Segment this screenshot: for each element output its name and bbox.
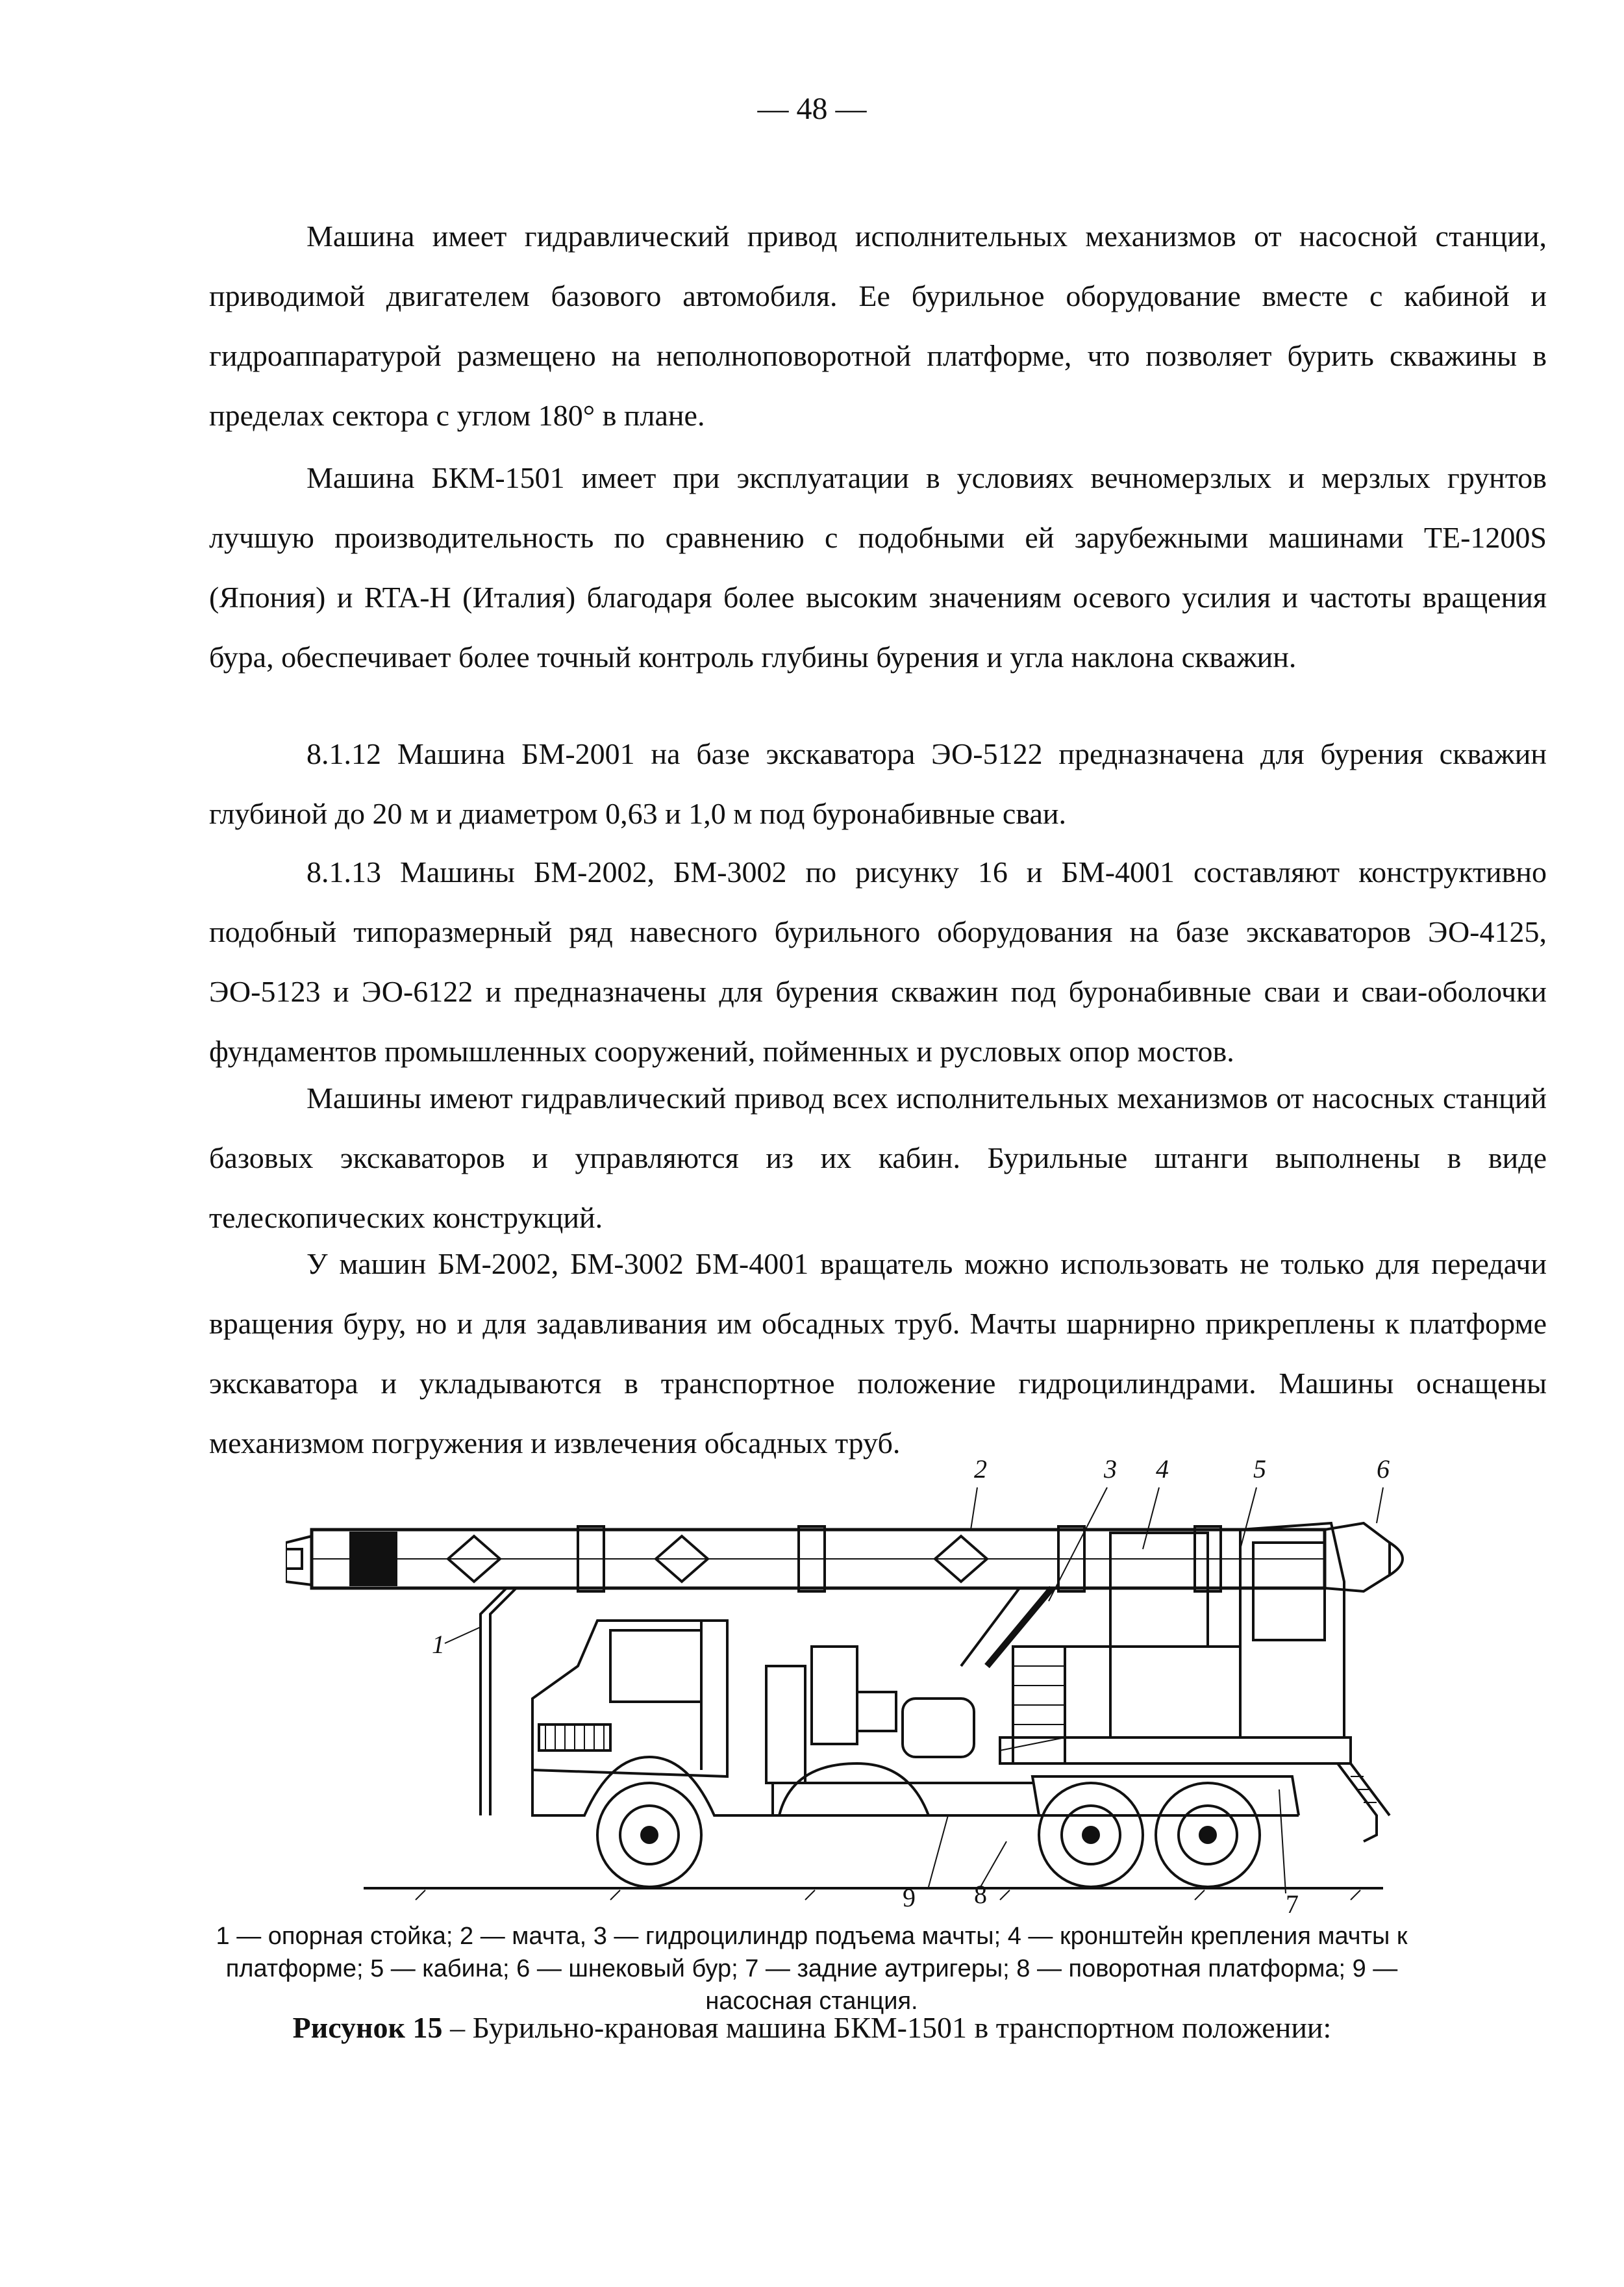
callout-1: 1	[432, 1630, 445, 1659]
mast-lift-cylinder	[961, 1588, 1052, 1666]
paragraph-8-1-12: 8.1.12 Машина БМ-2001 на базе экскаватора ЭО-5122 предназначена для бурения скважин глубиной до 20 м и диаметром 0,63 и 1,0 м под буронабивные сваи.	[209, 737, 1547, 830]
callout-8: 8	[974, 1880, 987, 1909]
operator-cabin	[1221, 1523, 1344, 1737]
caption-label: Рисунок 15	[292, 2011, 443, 2044]
callout-4: 4	[1156, 1454, 1169, 1484]
rear-outriggers	[1338, 1763, 1390, 1841]
caption-text: – Бурильно-крановая машина БКМ-1501 в транспортном положении:	[442, 2011, 1332, 2044]
rotating-platform	[1000, 1533, 1351, 1763]
ground-line	[364, 1888, 1383, 1900]
paragraph-hydraulic-all: Машины имеют гидравлический привод всех исполнительных механизмов от насосных станций базовых экскаваторов и управляются из их кабин. Бурильные штанги выполнены в виде телескопических конструкций.	[209, 1081, 1547, 1234]
leader-lines	[445, 1487, 1383, 1893]
mast	[286, 1523, 1403, 1591]
figure-caption	[0, 2010, 1624, 2045]
pump-station	[766, 1647, 1032, 1815]
wheels	[597, 1783, 1260, 1887]
paragraph-hydraulic-drive: Машина имеет гидравлический привод исполнительных механизмов от насосной станции, приводимой двигателем базового автомобиля. Ее бурильное оборудование вместе с кабиной и гидроаппаратурой размещено на неполноповоротной платформе, что позволяет бурить скважины в пределах сектора с углом 180° в плане.	[209, 220, 1547, 432]
callout-2: 2	[974, 1454, 987, 1484]
support-post	[481, 1588, 516, 1815]
paragraph-rotator: У машин БМ-2002, БМ-3002 БМ-4001 вращатель можно использовать не только для передачи вращения буру, но и для задавливания им обсадных труб. Мачты шарнирно прикреплены к платформе экскаватора и укладываются в транспортное положение гидроцилиндрами. Машины оснащены механизмом погружения и извлечения обсадных труб.	[209, 1247, 1547, 1459]
page-number: — 48 —	[757, 92, 867, 126]
callout-9: 9	[903, 1883, 916, 1912]
chassis	[714, 1763, 1299, 1815]
callout-6: 6	[1377, 1454, 1390, 1484]
callout-7: 7	[1286, 1889, 1299, 1919]
paragraph-8-1-13: 8.1.13 Машины БМ-2002, БМ-3002 по рисунку 16 и БМ-4001 составляют конструктивно подобный типоразмерный ряд навесного бурильного оборудования на базе экскаваторов ЭО-4125, ЭО-5123 и ЭО-6122 и предназначены для бурения скважин под буронабивные сваи и сваи-оболочки фундаментов промышленных сооружений, пойменных и русловых опор мостов.	[209, 855, 1547, 1068]
paragraph-bkm-1501: Машина БКМ-1501 имеет при эксплуатации в условиях вечномерзлых и мерзлых грунтов лучшую производительность по сравнению с подобными ей зарубежными машинами ТЕ-1200S (Япония) и RTA-H (Италия) благодаря более высоким значениям осевого усилия и частоты вращения бура, обеспечивает более точный контроль глубины бурения и угла наклона скважин.	[209, 461, 1547, 674]
truck-cab	[532, 1621, 779, 1815]
callout-3: 3	[1104, 1454, 1117, 1484]
figure-legend: 1 — опорная стойка; 2 — мачта, 3 — гидроцилиндр подъема мачты; 4 — кронштейн крепления мачты к платформе; 5 — кабина; 6 — шнековый бур; 7 — задние аутригеры; 8 — поворотная платформа; 9 — насосная станция.	[216, 1923, 1408, 2015]
callout-5: 5	[1253, 1454, 1266, 1484]
